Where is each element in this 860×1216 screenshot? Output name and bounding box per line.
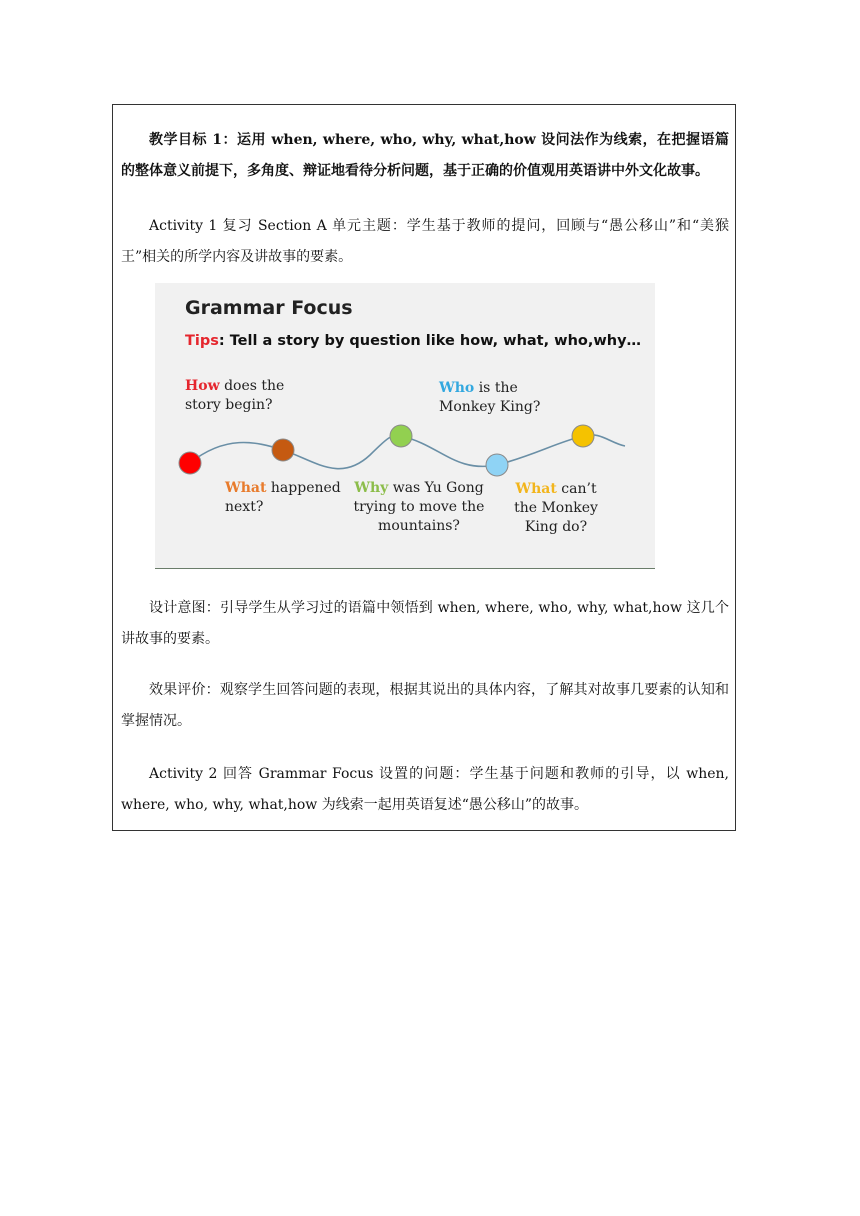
story-dot-what	[272, 439, 294, 461]
activity-2-paragraph: Activity 2 回答 Grammar Focus 设置的问题：学生基于问题和教师的引导，以 when, where, who, why, what,how 为线索一起用英语复述“愚公移山”的故事。	[121, 766, 729, 813]
teaching-goal-paragraph: 教学目标 1：运用 when, where, who, why, what,how 设问法作为线索，在把握语篇的整体意义前提下，多角度、辩证地看待分析问题，基于正确的价值观用英语讲中外文化故事。	[121, 132, 729, 179]
question-how	[185, 377, 295, 415]
figure-tips	[185, 333, 641, 349]
question-what-happened	[225, 479, 345, 517]
figure-title: Grammar Focus	[185, 297, 353, 319]
question-keyword: How	[185, 378, 220, 394]
question-keyword: Who	[439, 380, 475, 396]
story-dot-how	[179, 452, 201, 474]
story-dot-why	[390, 425, 412, 447]
question-text: was Yu Gong trying to move the mountains?	[353, 480, 485, 534]
question-what-cant	[503, 480, 609, 537]
evaluation-paragraph: 效果评价：观察学生回答问题的表现，根据其说出的具体内容，了解其对故事几要素的认知和掌握情况。	[121, 682, 729, 729]
story-dot-who	[486, 454, 508, 476]
question-text: does the story begin?	[185, 378, 285, 413]
tips-text: : Tell a story by question like how, what, who,why…	[218, 333, 642, 349]
story-dot-what-cant	[572, 425, 594, 447]
question-text: is the Monkey King?	[439, 380, 541, 415]
question-who	[439, 379, 551, 417]
tips-keyword: Tips	[185, 333, 219, 349]
question-why	[353, 479, 485, 536]
question-text: happened next?	[225, 480, 341, 515]
question-keyword: What	[225, 480, 267, 496]
question-text: can’t the Monkey King do?	[514, 481, 598, 535]
grammar-focus-figure	[155, 283, 655, 569]
design-intent-paragraph: 设计意图：引导学生从学习过的语篇中领悟到 when, where, who, why, what,how 这几个讲故事的要素。	[121, 600, 729, 647]
question-keyword: What	[515, 481, 557, 497]
question-keyword: Why	[354, 480, 389, 496]
content-box	[112, 104, 736, 831]
activity-1-paragraph: Activity 1 复习 Section A 单元主题：学生基于教师的提问，回顾与“愚公移山”和“美猴王”相关的所学内容及讲故事的要素。	[121, 218, 729, 265]
